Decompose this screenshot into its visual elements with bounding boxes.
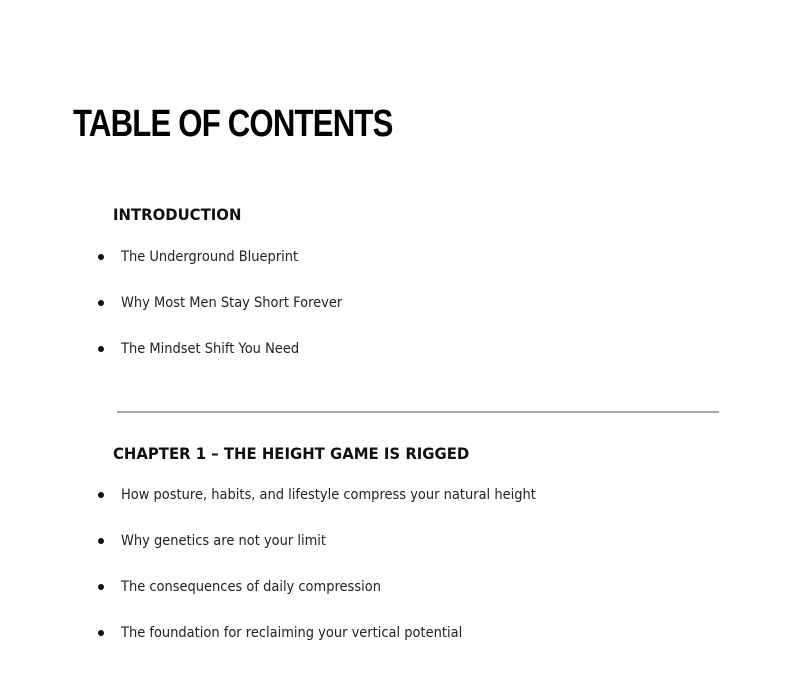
list-item [96,623,567,669]
bullet-icon [98,492,104,498]
list-item [96,339,359,385]
bullet-icon [98,300,104,306]
list-item [96,577,567,623]
bullet-icon [98,346,104,352]
list-item [96,531,567,577]
bullet-icon [98,254,104,260]
list-item [96,485,567,531]
list-item-text: The consequences of daily compression [121,579,381,595]
section-divider [117,411,719,413]
list-item-text: The Mindset Shift You Need [121,341,300,357]
list-item [96,247,359,293]
page-title: TABLE OF CONTENTS [73,103,393,145]
introduction-list [96,247,359,385]
list-item-text: How posture, habits, and lifestyle compress your natural height [121,487,536,503]
list-item [96,293,359,339]
list-item-text: The Underground Blueprint [121,249,299,265]
chapter-1-list [96,485,567,669]
section-heading-chapter-1: CHAPTER 1 – THE HEIGHT GAME IS RIGGED [113,444,470,463]
bullet-icon [98,538,104,544]
list-item-text: The foundation for reclaiming your vertical potential [121,625,463,641]
section-heading-introduction: INTRODUCTION [113,205,242,224]
list-item-text: Why Most Men Stay Short Forever [121,295,343,311]
bullet-icon [98,584,104,590]
list-item-text: Why genetics are not your limit [121,533,327,549]
bullet-icon [98,630,104,636]
